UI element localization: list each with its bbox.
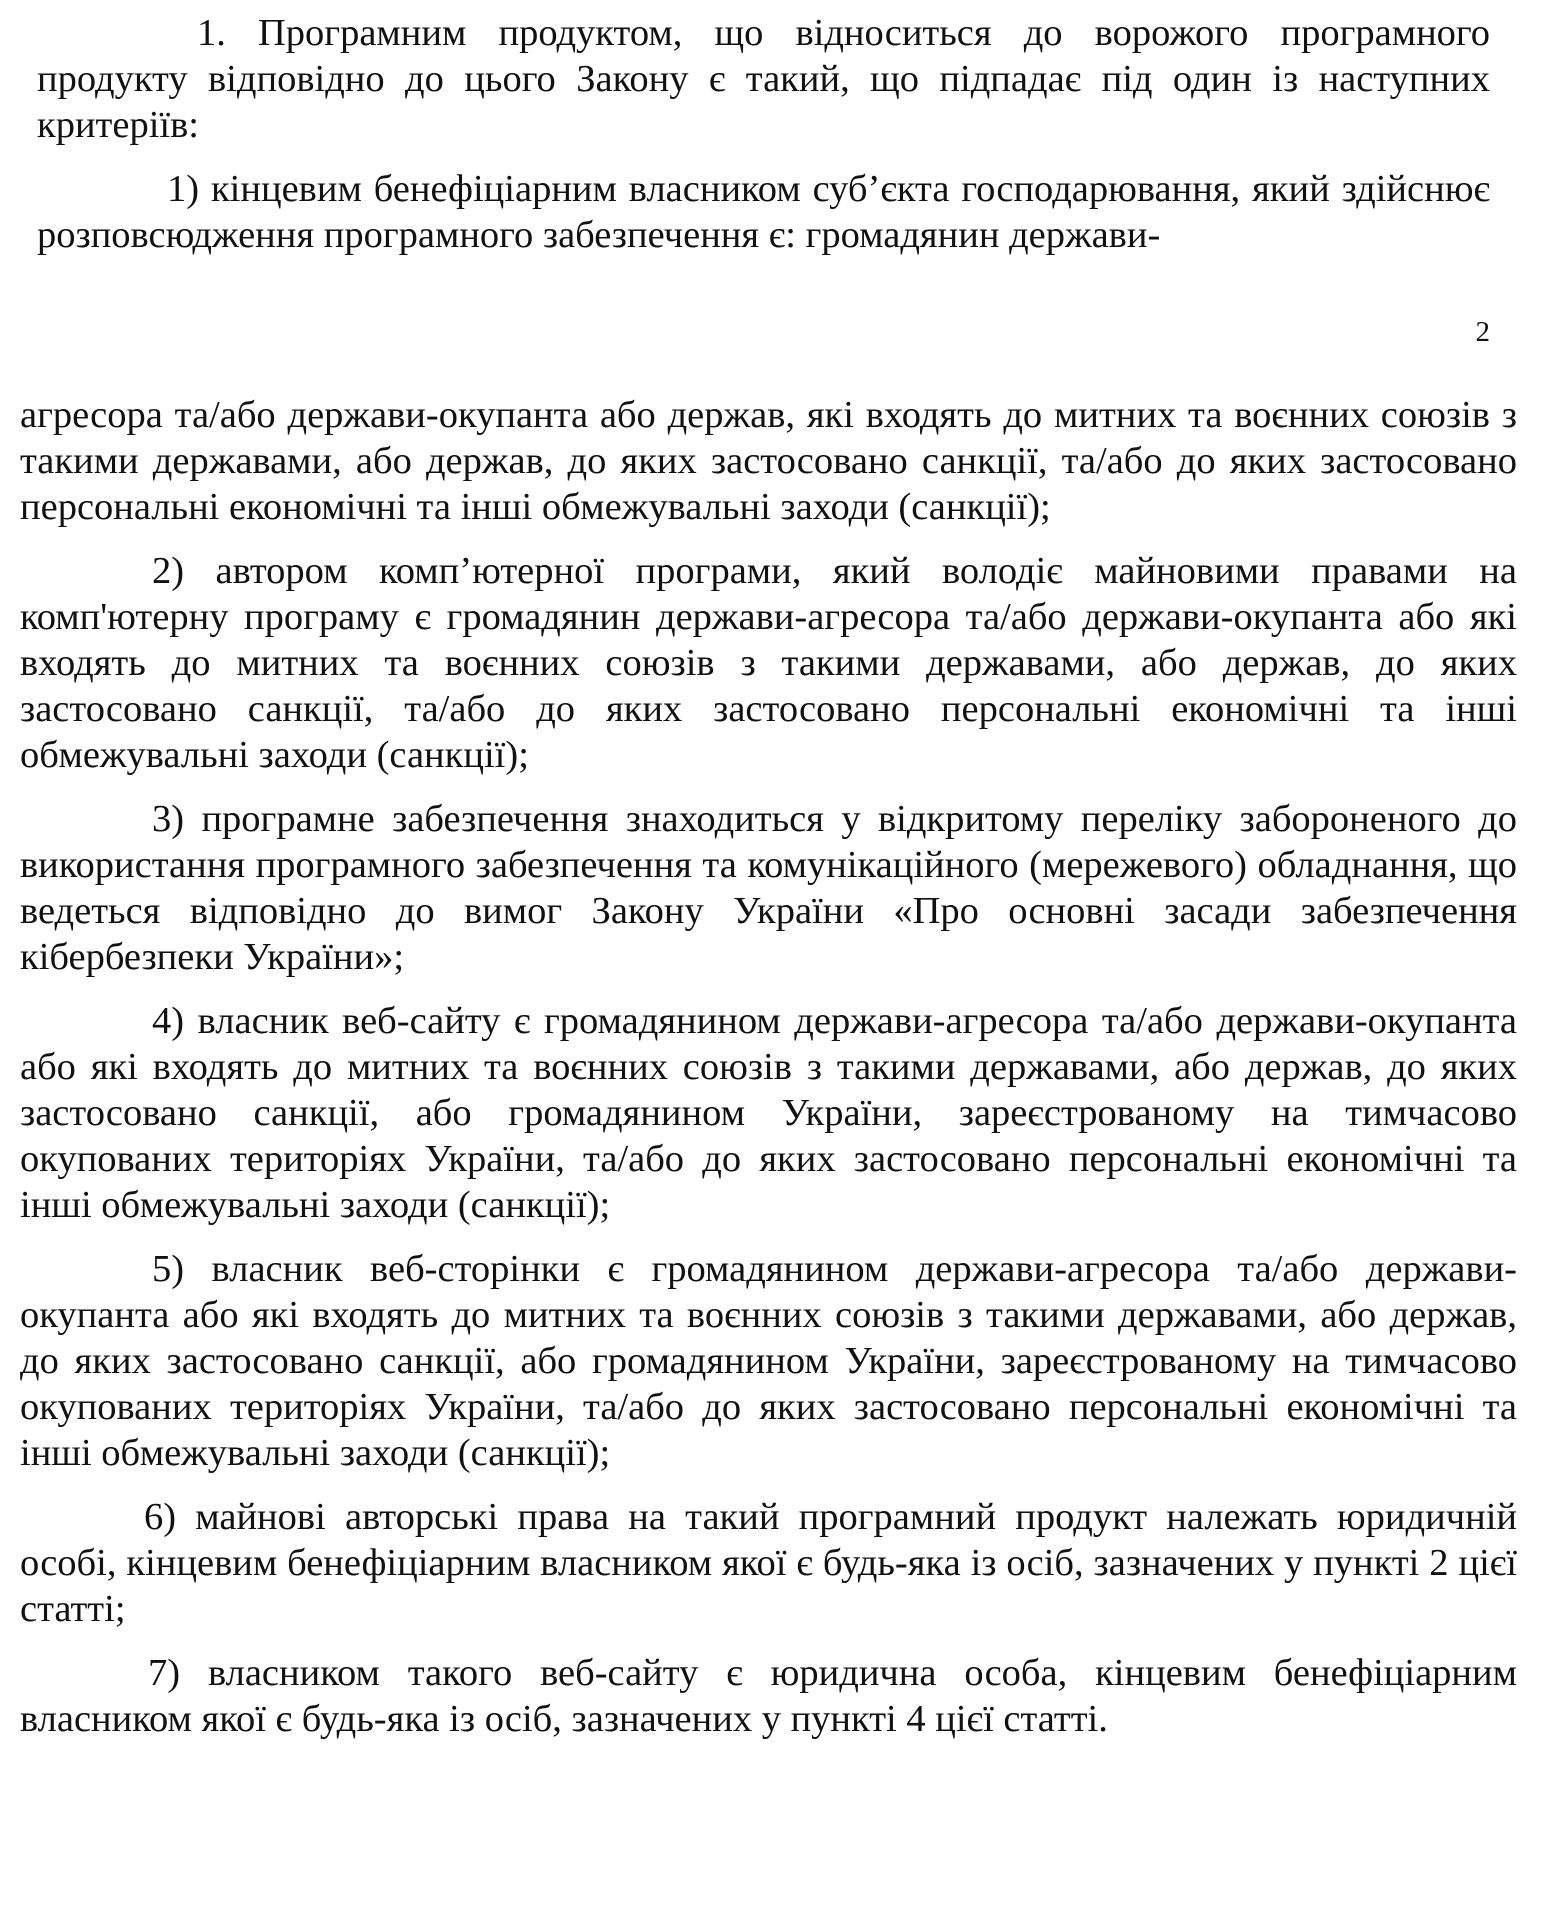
criteria-item-2: 2) автором комп’ютерної програми, який володіє майновими правами на комп'ютерну програму є громадянин держави-агресора та/або держави-окупанта або які входять до митних та воєнних союзів з такими державами, або держав, до яких застосовано санкції, та/або до яких застосовано персональні економічні та інші обмежувальні заходи (санкції); — [20, 550, 1517, 776]
criteria-item-5: 5) власник веб-сторінки є громадянином держави-агресора та/або держави-окупанта або які входять до митних та воєнних союзів з такими державами, або держав, до яких застосовано санкції, або громадянином України, зареєстрованому на тимчасово окупованих територіях України, та/або до яких застосовано персональні економічні та інші обмежувальні заходи (санкції); — [20, 1248, 1517, 1474]
page-number: 2 — [1475, 316, 1490, 348]
criteria-item-1-continuation: агресора та/або держави-окупанта або держав, які входять до митних та воєнних союзів з такими державами, або держав, до яких застосовано санкції, та/або до яких застосовано персональні економічні та інші обмежувальні заходи (санкції); — [20, 394, 1517, 528]
criteria-item-4: 4) власник веб-сайту є громадянином держави-агресора та/або держави-окупанта або які входять до митних та воєнних союзів з такими державами, або держав, до яких застосовано санкції, або громадянином України, зареєстрованому на тимчасово окупованих територіях України, та/або до яких застосовано персональні економічні та інші обмежувальні заходи (санкції); — [20, 1000, 1517, 1226]
article-criteria-section — [20, 392, 1517, 1742]
criteria-item-6: 6) майнові авторські права на такий програмний продукт належать юридичній особі, кінцевим бенефіціарним власником якої є будь-яка із осіб, зазначених у пункті 2 цієї статті; — [20, 1496, 1517, 1630]
criteria-item-3: 3) програмне забезпечення знаходиться у відкритому переліку забороненого до використання програмного забезпечення та комунікаційного (мережевого) обладнання, що ведеться відповідно до вимог Закону України «Про основні засади забезпечення кібербезпеки України»; — [20, 798, 1517, 978]
article-intro-paragraph: 1. Програмним продуктом, що відноситься до ворожого програмного продукту відповідно до цього Закону є такий, що підпадає під один із наступних критеріїв: — [37, 12, 1490, 146]
criteria-item-1-start: 1) кінцевим бенефіціарним власником суб’єкта господарювання, який здійснює розповсюдження програмного забезпечення є: громадянин держави- — [37, 168, 1490, 256]
article-top-section — [37, 10, 1490, 258]
criteria-item-7: 7) власником такого веб-сайту є юридична особа, кінцевим бенефіціарним власником якої є будь-яка із осіб, зазначених у пункті 4 цієї статті. — [20, 1652, 1517, 1740]
